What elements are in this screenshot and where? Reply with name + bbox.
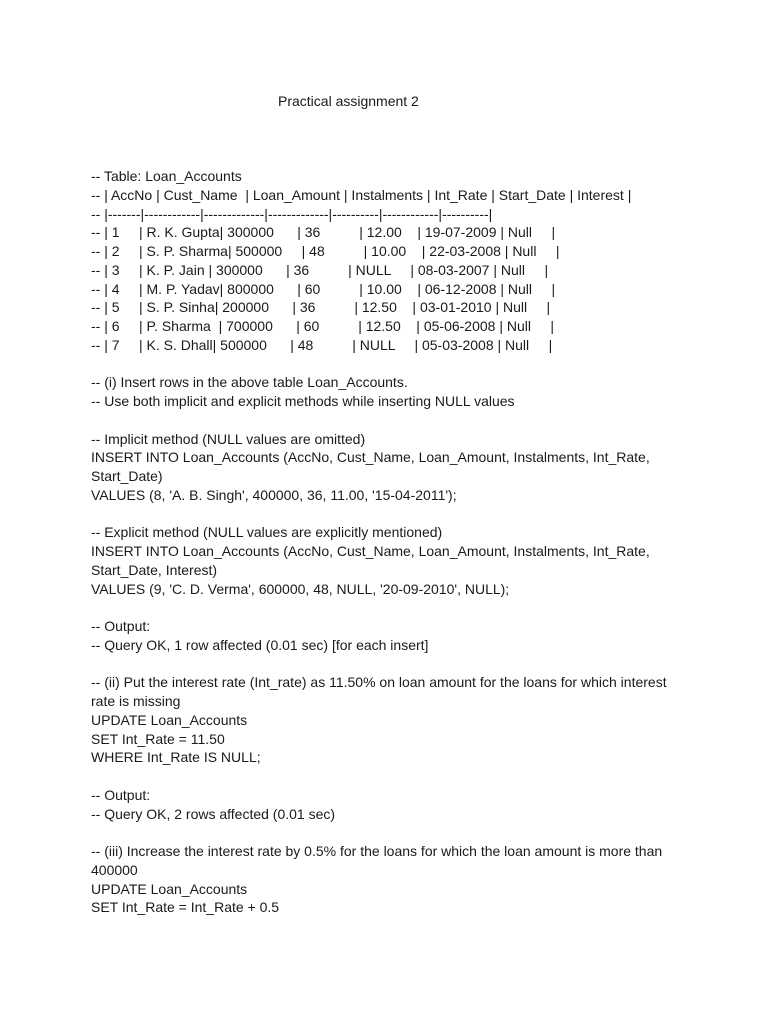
text-line: -- (i) Insert rows in the above table Loan_Accounts. (91, 374, 408, 391)
text-line: UPDATE Loan_Accounts (91, 880, 248, 897)
text-line: -- |-------|------------|-------------|-------------|----------|------------|----------| (91, 205, 493, 222)
text-line: rate is missing (91, 693, 181, 709)
text-line: -- Query OK, 2 rows affected (0.01 sec) (91, 805, 336, 822)
text-line: SET Int_Rate = Int_Rate + 0.5 (91, 899, 280, 916)
blank-line (91, 505, 671, 524)
text-line: -- (iii) Increase the interest rate by 0.5% for the loans for which the loan amount is more than (91, 843, 663, 859)
text-line: -- Query OK, 1 row affected (0.01 sec) [for each insert] (91, 636, 429, 653)
text-line: -- Implicit method (NULL values are omitted) (91, 430, 366, 447)
text-line: -- | 2 | S. P. Sharma| 500000 | 48 | 10.00 | 22-03-2008 | Null | (91, 243, 560, 259)
document-body (91, 167, 671, 917)
document-title: Practical assignment 2 (278, 93, 419, 109)
text-line: -- Output: (91, 618, 151, 634)
text-line: -- | 4 | M. P. Yadav| 800000 | 60 | 10.00 | 06-12-2008 | Null | (91, 280, 556, 297)
text-line: -- Use both implicit and explicit methods while inserting NULL values (91, 393, 515, 409)
text-line: INSERT INTO Loan_Accounts (AccNo, Cust_Name, Loan_Amount, Instalments, Int_Rate, (91, 449, 650, 466)
text-line: -- | 3 | K. P. Jain | 300000 | 36 | NULL | 08-03-2007 | Null | (91, 261, 549, 278)
text-line: Start_Date) (91, 468, 163, 484)
text-line: -- (ii) Put the interest rate (Int_rate) as 11.50% on loan amount for the loans for which interest (91, 674, 667, 691)
text-line: -- | 1 | R. K. Gupta| 300000 | 36 | 12.00 | 19-07-2009 | Null | (91, 224, 556, 241)
blank-line (91, 411, 671, 430)
text-line: -- Explicit method (NULL values are explicitly mentioned) (91, 524, 443, 541)
text-line: VALUES (9, 'C. D. Verma', 600000, 48, NULL, '20-09-2010', NULL); (91, 580, 510, 597)
text-line: -- | 6 | P. Sharma | 700000 | 60 | 12.50 | 05-06-2008 | Null | (91, 318, 555, 334)
text-line: SET Int_Rate = 11.50 (91, 730, 225, 747)
text-line: INSERT INTO Loan_Accounts (AccNo, Cust_Name, Loan_Amount, Instalments, Int_Rate, (91, 543, 650, 559)
blank-line (91, 823, 671, 842)
text-line: -- | 7 | K. S. Dhall| 500000 | 48 | NULL | 05-03-2008 | Null | (91, 336, 553, 353)
text-line: WHERE Int_Rate IS NULL; (91, 749, 261, 766)
text-line: VALUES (8, 'A. B. Singh', 400000, 36, 11.00, '15-04-2011'); (91, 486, 457, 503)
text-line: -- Table: Loan_Accounts (91, 168, 242, 184)
text-line: UPDATE Loan_Accounts (91, 711, 248, 728)
blank-line (91, 655, 671, 674)
text-line: -- Output: (91, 786, 151, 803)
blank-line (91, 767, 671, 786)
text-line: -- | AccNo | Cust_Name | Loan_Amount | Instalments | Int_Rate | Start_Date | Interest | (91, 186, 632, 203)
text-line: Start_Date, Interest) (91, 561, 218, 578)
text-line: 400000 (91, 861, 138, 878)
blank-line (91, 598, 671, 617)
blank-line (91, 355, 671, 374)
text-line: -- | 5 | S. P. Sinha| 200000 | 36 | 12.50 | 03-01-2010 | Null | (91, 299, 551, 316)
